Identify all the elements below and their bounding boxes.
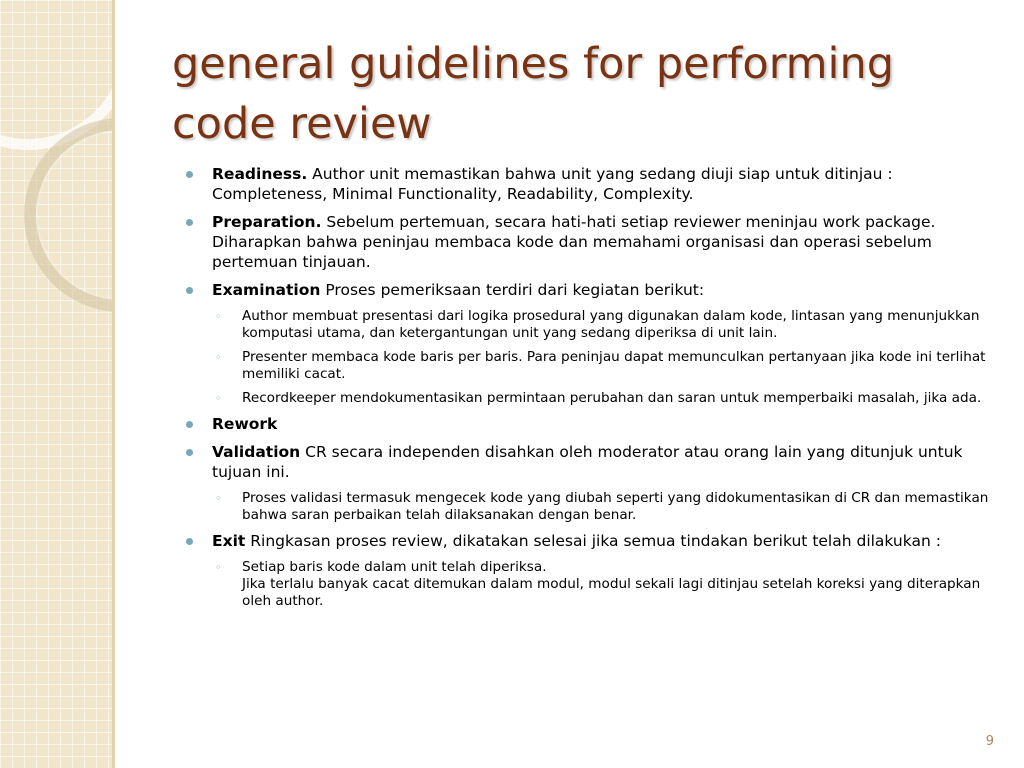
ring-marker-icon: ◦ — [215, 492, 222, 505]
bullet-label: Preparation. — [212, 213, 322, 231]
sidebar-divider — [112, 0, 115, 768]
bullet-examination — [182, 280, 994, 300]
bullet-preparation — [182, 212, 994, 272]
bullet-dot-icon — [186, 449, 193, 456]
sub-bullet-examination-1 — [182, 308, 994, 342]
ring-marker-icon: ◦ — [215, 392, 222, 405]
bullet-dot-icon — [186, 287, 193, 294]
decorative-sidebar — [0, 0, 112, 768]
bullet-validation — [182, 442, 994, 482]
bullet-dot-icon — [186, 421, 193, 428]
sub-bullet-validation-1 — [182, 490, 994, 524]
bullet-label: Readiness. — [212, 165, 308, 183]
bullet-dot-icon — [186, 171, 193, 178]
bullet-label: Exit — [212, 532, 246, 550]
sub-bullet-examination-2 — [182, 349, 994, 383]
sub-bullet-text: Author membuat presentasi dari logika prosedural yang digunakan dalam kode, lintasan yang menunjukkan komputasi utama, dan ketergantungan unit yang sedang diperiksa di unit lain. — [242, 308, 980, 341]
bullet-label: Validation — [212, 443, 301, 461]
bullet-text: Author unit memastikan bahwa unit yang sedang diuji siap untuk ditinjau : Completeness, Minimal Functionality, Readability, Complexity. — [212, 165, 893, 203]
bullet-text: Sebelum pertemuan, secara hati-hati setiap reviewer meninjau work package. Diharapkan bahwa peninjau membaca kode dan memahami organisasi dan operasi sebelum pertemuan tinjauan. — [212, 213, 936, 271]
bullet-exit — [182, 531, 994, 551]
sub-bullet-text: Recordkeeper mendokumentasikan permintaan perubahan dan saran untuk memperbaiki masalah, jika ada. — [242, 390, 982, 406]
ring-marker-icon: ◦ — [215, 351, 222, 364]
bullet-dot-icon — [186, 219, 193, 226]
bullet-label: Rework — [212, 415, 278, 433]
slide-title: general guidelines for performing code review — [172, 39, 894, 149]
ring-marker-icon: ◦ — [215, 310, 222, 323]
bullet-dot-icon — [186, 538, 193, 545]
bullet-text: CR secara independen disahkan oleh moderator atau orang lain yang ditunjuk untuk tujuan ini. — [212, 443, 963, 481]
bullet-text: Proses pemeriksaan terdiri dari kegiatan berikut: — [325, 281, 705, 299]
bullet-text: Ringkasan proses review, dikatakan selesai jika semua tindakan berikut telah dilakukan : — [250, 532, 941, 550]
bullet-label: Examination — [212, 281, 321, 299]
sub-bullet-text: Jika terlalu banyak cacat ditemukan dalam modul, modul sekali lagi ditinjau setelah koreksi yang diterapkan oleh author. — [242, 576, 981, 609]
slide-body — [182, 164, 994, 617]
sub-bullet-text: Proses validasi termasuk mengecek kode yang diubah seperti yang didokumentasikan di CR dan memastikan bahwa saran perbaikan telah dilaksanakan dengan benar. — [242, 490, 989, 523]
sub-bullet-exit-1 — [182, 559, 994, 610]
bullet-readiness — [182, 164, 994, 204]
page-number: 9 — [985, 734, 994, 749]
ring-marker-icon: ◦ — [215, 561, 222, 574]
sub-bullet-examination-3 — [182, 390, 994, 407]
sub-bullet-text: Setiap baris kode dalam unit telah diperiksa. — [242, 559, 547, 575]
bullet-rework — [182, 414, 994, 434]
sub-bullet-text: Presenter membaca kode baris per baris. Para peninjau dapat memunculkan pertanyaan jika kode ini terlihat memiliki cacat. — [242, 349, 986, 382]
